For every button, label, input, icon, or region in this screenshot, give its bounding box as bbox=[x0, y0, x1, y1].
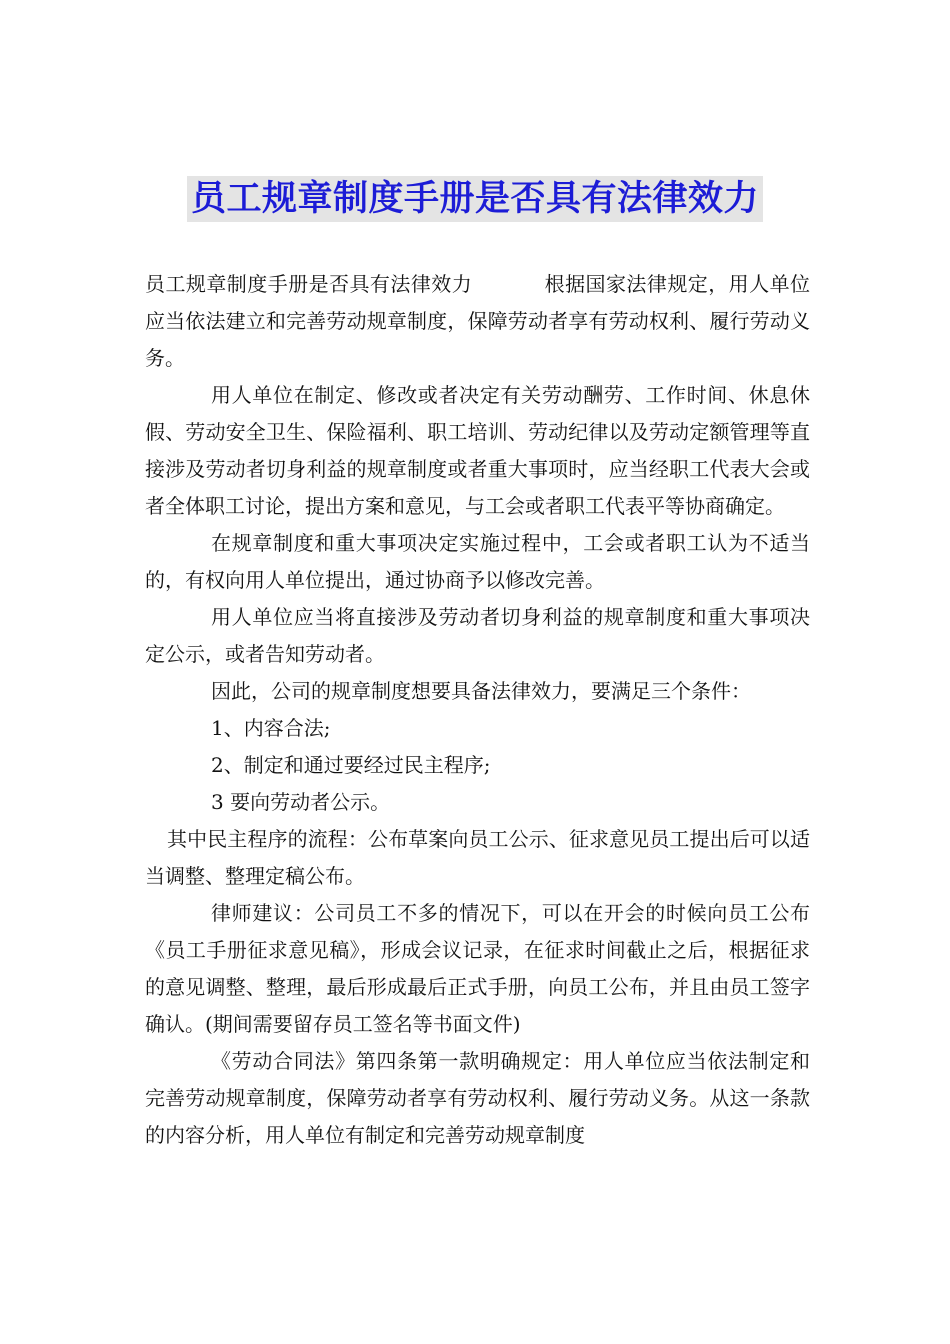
intro-paragraph bbox=[145, 266, 810, 377]
condition-item: 1、内容合法; bbox=[211, 716, 331, 740]
title-block bbox=[0, 176, 950, 222]
document-body bbox=[145, 266, 810, 1154]
paragraph-rule-making: 用人单位在制定、修改或者决定有关劳动酬劳、工作时间、休息休假、劳动安全卫生、保险福利、职工培训、劳动纪律以及劳动定额管理等直接涉及劳动者切身利益的规章制度或者重大事项时，应当经职工代表大会或者全体职工讨论，提出方案和意见，与工会或者职工代表平等协商确定。 bbox=[145, 383, 810, 518]
intro-lead: 员工规章制度手册是否具有法律效力 bbox=[145, 272, 473, 296]
paragraph-lawyer-advice: 律师建议：公司员工不多的情况下，可以在开会的时候向员工公布《员工手册征求意见稿》，形成会议记录，在征求时间截止之后，根据征求的意见调整、整理，最后形成最后正式手册，向员工公布，并且由员工签字确认。(期间需要留存员工签名等书面文件) bbox=[145, 901, 810, 1036]
paragraph-publication: 用人单位应当将直接涉及劳动者切身利益的规章制度和重大事项决定公示，或者告知劳动者。 bbox=[145, 605, 810, 666]
paragraph-law-article: 《劳动合同法》第四条第一款明确规定：用人单位应当依法制定和完善劳动规章制度，保障劳动者享有劳动权利、履行劳动义务。从这一条款的内容分析，用人单位有制定和完善劳动规章制度 bbox=[145, 1049, 810, 1147]
condition-item: 2、制定和通过要经过民主程序; bbox=[211, 753, 491, 777]
paragraph-implementation: 在规章制度和重大事项决定实施过程中，工会或者职工认为不适当的，有权向用人单位提出，通过协商予以修改完善。 bbox=[145, 531, 810, 592]
intro-rest: 根据国家法律规定，用人单位应当依法建立和完善劳动规章制度，保障劳动者享有劳动权利、履行劳动义务。 bbox=[145, 272, 811, 370]
document-title: 员工规章制度手册是否具有法律效力 bbox=[187, 176, 763, 222]
paragraph-procedure: 其中民主程序的流程：公布草案向员工公示、征求意见员工提出后可以适当调整、整理定稿公布。 bbox=[145, 827, 810, 888]
condition-item: 3 要向劳动者公示。 bbox=[211, 790, 391, 814]
paragraph-conditions-intro: 因此，公司的规章制度想要具备法律效力，要满足三个条件： bbox=[211, 679, 751, 703]
